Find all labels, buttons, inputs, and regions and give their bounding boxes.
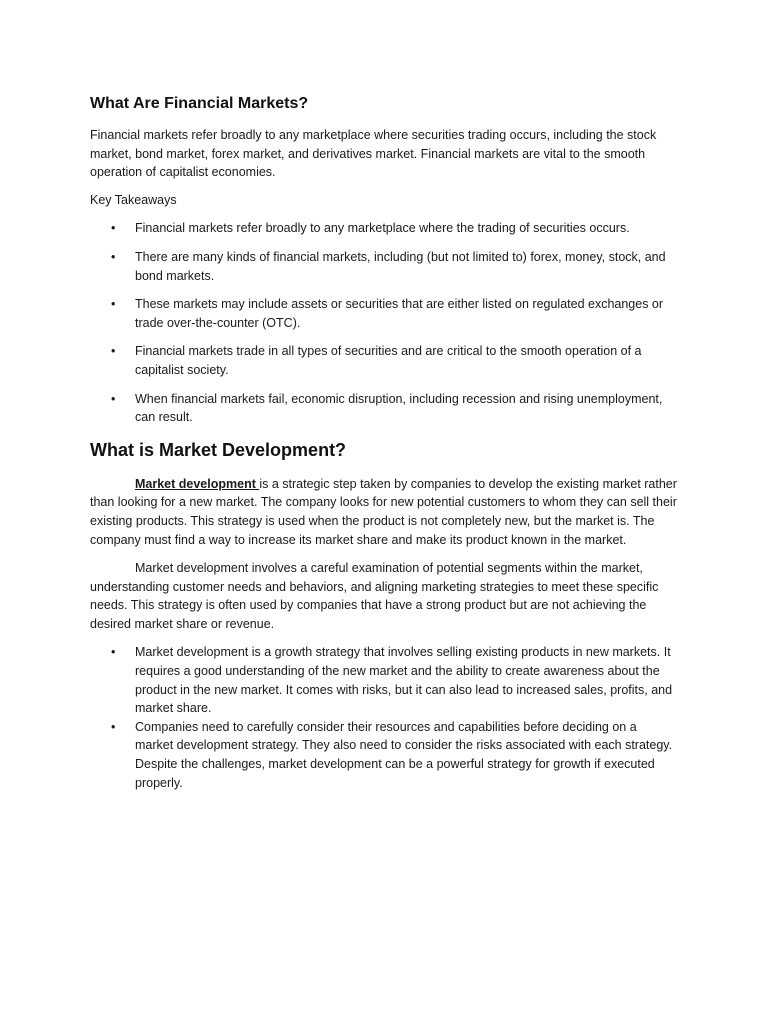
bullet-icon: • — [111, 249, 116, 264]
list-item — [90, 342, 678, 379]
market-development-para-1 — [90, 475, 678, 549]
list-item — [90, 295, 678, 332]
bullet-icon: • — [111, 719, 116, 734]
market-development-para-1-text: is a strategic step taken by companies to develop the existing market rather than looking for a new market. The company looks for new potential customers to whom they can sell their existing products. This strategy is used when the product is not completely new, but the market is. The company must find a way to increase its market share and make its product known in the market. — [90, 476, 677, 547]
takeaway-text: When financial markets fail, economic disruption, including recession and rising unemployment, can result. — [135, 391, 663, 425]
market-development-bullet-text: Companies need to carefully consider their resources and capabilities before deciding on a market development strategy. They also need to consider the risks associated with each strategy. Despite the challenges, market development can be a powerful strategy for growth if executed properly. — [135, 719, 673, 790]
takeaway-text: Financial markets trade in all types of securities and are critical to the smooth operation of a capitalist society. — [135, 344, 642, 377]
key-takeaways-label: Key Takeaways — [90, 192, 177, 207]
market-development-bullet-text: Market development is a growth strategy that involves selling existing products in new markets. It requires a good understanding of the new market and the ability to create awareness about the product in the new market. It comes with risks, but it can also lead to increased sales, profits, and market share. — [135, 645, 673, 716]
takeaway-text: There are many kinds of financial markets, including (but not limited to) forex, money, stock, and bond markets. — [135, 249, 666, 283]
list-item — [90, 718, 678, 792]
market-development-heading: What is Market Development? — [90, 439, 347, 460]
bullet-icon: • — [111, 344, 116, 359]
financial-markets-heading: What Are Financial Markets? — [90, 95, 309, 112]
list-item — [90, 643, 678, 717]
list-item — [90, 248, 678, 285]
list-item — [90, 390, 678, 427]
takeaway-text: Financial markets refer broadly to any marketplace where the trading of securities occurs. — [135, 221, 630, 236]
key-takeaways-list — [90, 219, 678, 426]
list-item — [90, 219, 678, 238]
bullet-icon: • — [111, 221, 116, 236]
bullet-icon: • — [111, 391, 116, 406]
bullet-icon: • — [111, 297, 116, 312]
market-development-term-link[interactable]: Market development — [135, 476, 260, 491]
bullet-icon: • — [111, 645, 116, 660]
financial-markets-intro: Financial markets refer broadly to any marketplace where securities trading occurs, including the stock market, bond market, forex market, and derivatives market. Financial markets are vital to the smooth operation of capitalist economies. — [90, 128, 657, 180]
market-development-list — [90, 643, 678, 792]
takeaway-text: These markets may include assets or securities that are either listed on regulated exchanges or trade over-the-counter (OTC). — [135, 297, 664, 330]
document-page — [90, 92, 678, 792]
market-development-para-2: Market development involves a careful examination of potential segments within the market, understanding customer needs and behaviors, and aligning marketing strategies to meet these specific needs. This strategy is often used by companies that have a strong product but are not achieving the desired market share or revenue. — [90, 561, 659, 631]
